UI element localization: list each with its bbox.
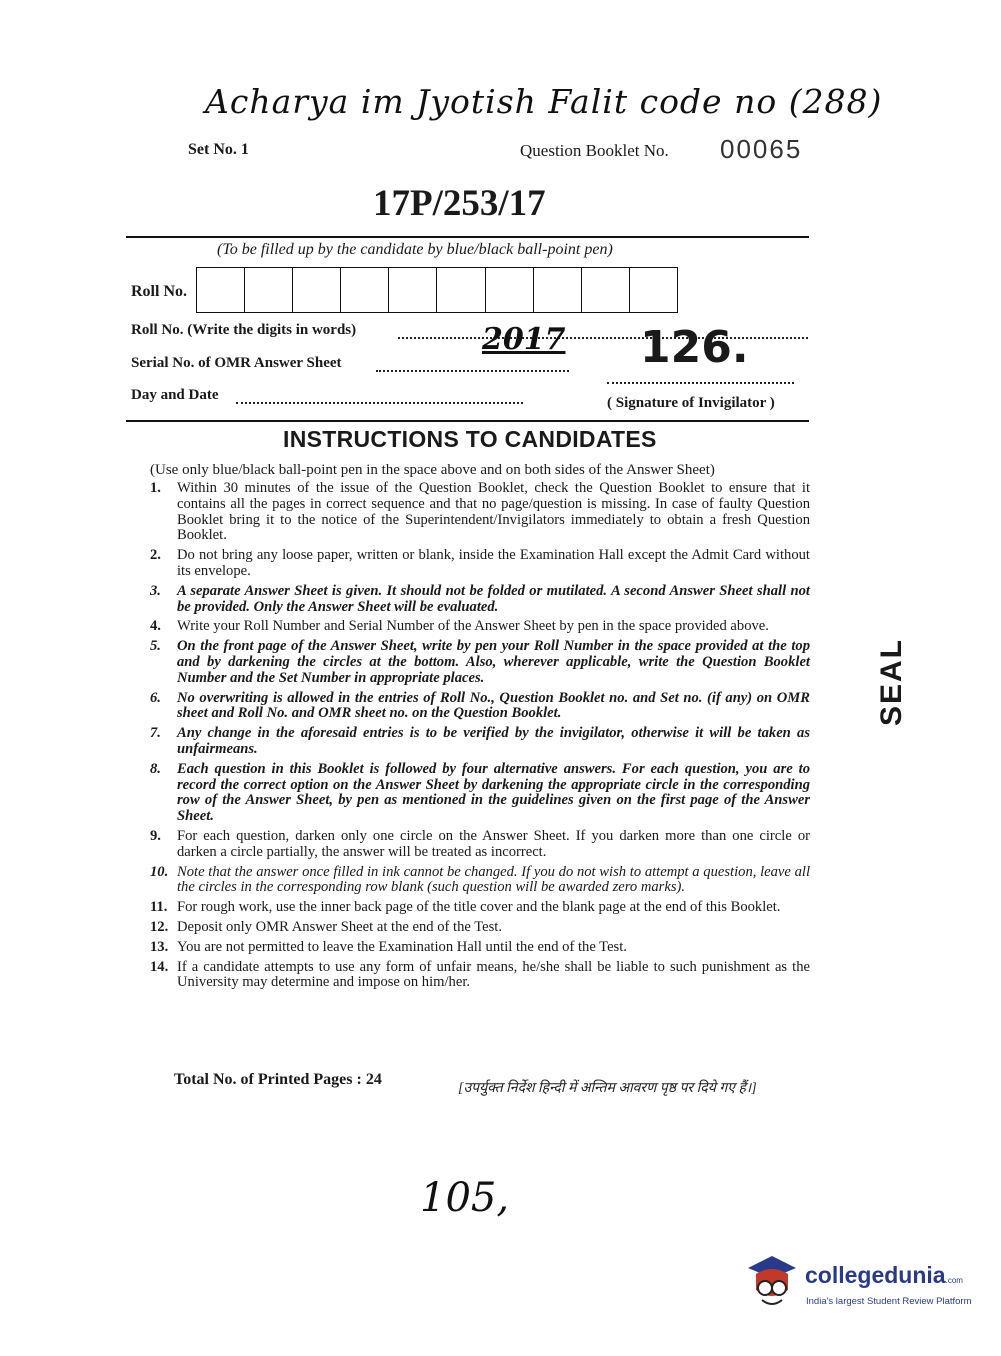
pen-usage-note: (Use only blue/black ball-point pen in the space above and on both sides of the Answer Sheet) [150,462,715,478]
brand-name: collegedunia [805,1262,946,1288]
instruction-number: 11. [150,899,168,916]
top-divider [126,236,809,238]
form-divider [126,420,809,422]
instruction-text: For each question, darken only one circle on the Answer Sheet. If you darken more than one circle or darken a circle partially, the answer will be treated as incorrect. [177,827,810,860]
roll-no-label: Roll No. [131,283,187,300]
instruction-text: You are not permitted to leave the Examination Hall until the end of the Test. [177,938,627,955]
instruction-item [150,639,810,686]
paper-code: 17P/253/17 [373,183,546,224]
instruction-number: 5. [150,638,161,655]
instruction-item [150,691,810,723]
instruction-text: For rough work, use the inner back page of the title cover and the blank page at the end of this Booklet. [177,899,781,916]
day-date-label: Day and Date [131,387,219,403]
collegedunia-logo-icon [742,1250,802,1312]
instruction-text: No overwriting is allowed in the entries of Roll No., Question Booklet no. and Set no. (if any) on OMR sheet and Roll No. and OMR sheet no. on the Question Booklet. [177,689,810,722]
instruction-number: 1. [150,480,161,496]
handwritten-serial: 126. [640,322,749,373]
roll-digit-box[interactable] [341,268,389,312]
signature-line[interactable] [607,382,794,384]
instruction-text: Each question in this Booklet is followed by four alternative answers. For each question, you are to record the correct option on the Answer Sheet by darkening the appropriate circle in the corresponding row of the Answer Sheet, by pen as mentioned in the guidelines given on the first page of the Answer Sheet. [177,760,810,825]
instruction-number: 6. [150,689,161,706]
instruction-item [150,619,810,635]
instruction-number: 4. [150,618,161,635]
instruction-text: If a candidate attempts to use any form of unfair means, he/she shall be liable to such punishment as the University may determine and impose on him/her. [177,958,810,991]
instruction-item [150,548,810,580]
roll-digit-box[interactable] [245,268,293,312]
seal-text: SEAL [875,638,908,727]
question-booklet-label: Question Booklet No. [520,141,669,160]
signature-label: ( Signature of Invigilator ) [607,395,775,411]
handwritten-title: Acharya im Jyotish Falit code no (288) [205,82,883,121]
instruction-item [150,920,810,936]
set-number: Set No. 1 [188,141,249,158]
collegedunia-tagline: India's largest Student Review Platform [806,1296,972,1307]
roll-digit-box[interactable] [630,268,677,312]
instructions-title: INSTRUCTIONS TO CANDIDATES [283,426,657,452]
instruction-number: 9. [150,827,161,844]
roll-words-label: Roll No. (Write the digits in words) [131,322,357,338]
instruction-number: 3. [150,582,161,599]
instruction-number: 12. [150,918,169,935]
roll-digit-box[interactable] [389,268,437,312]
roll-digit-box[interactable] [437,268,485,312]
roll-digit-box[interactable] [486,268,534,312]
instruction-item [150,940,810,956]
roll-no-boxes[interactable] [196,267,678,313]
day-date-line[interactable] [236,402,523,404]
question-booklet-number: 00065 [720,134,803,164]
roll-digit-box[interactable] [534,268,582,312]
instruction-item [150,481,810,544]
instruction-number: 14. [150,958,169,975]
instruction-text: Do not bring any loose paper, written or blank, inside the Examination Hall except the Admit Card without its envelope. [177,547,810,579]
instruction-text: Any change in the aforesaid entries is to be verified by the invigilator, otherwise it will be taken as unfairmeans. [177,725,810,757]
instruction-number: 7. [150,725,161,742]
instruction-text: On the front page of the Answer Sheet, write by pen your Roll Number in the space provided at the top and by darkening the circles at the bottom. Also, wherever applicable, write the Question Booklet Number and the Set Number in appropriate places. [177,638,810,686]
brand-suffix: .com [945,1276,963,1285]
instruction-text: Within 30 minutes of the issue of the Question Booklet, check the Question Booklet to ensure that it contains all the pages in correct sequence and that no page/question is missing. In case of faulty Question Booklet bring it to the notice of the Superintendent/Invigilators immediately to obtain a fresh Question Booklet. [177,480,810,544]
instruction-text: Deposit only OMR Answer Sheet at the end of the Test. [177,918,502,935]
instruction-item [150,726,810,758]
instruction-item [150,865,810,897]
instruction-item [150,900,810,916]
instruction-item [150,584,810,616]
instruction-text: A separate Answer Sheet is given. It should not be folded or mutilated. A second Answer Sheet shall not be provided. Only the Answer Sheet will be evaluated. [177,582,810,615]
total-pages: Total No. of Printed Pages : 24 [174,1071,382,1088]
instruction-number: 10. [150,863,169,880]
instruction-text: Note that the answer once filled in ink cannot be changed. If you do not wish to attempt a question, leave all the circles in the corresponding row blank (such question will be awarded zero marks). [177,863,810,896]
instruction-number: 2. [150,547,161,564]
fill-note: (To be filled up by the candidate by blue/black ball-point pen) [217,241,613,258]
omr-serial-line[interactable] [376,370,569,372]
instructions-list [150,481,810,995]
roll-digit-box[interactable] [293,268,341,312]
instruction-number: 13. [150,938,169,955]
seal-label [860,632,910,732]
instruction-number: 8. [150,760,161,777]
handwritten-bottom-number: 105, [420,1175,510,1221]
instruction-text: Write your Roll Number and Serial Number of the Answer Sheet by pen in the space provided above. [177,618,769,635]
instruction-item [150,829,810,861]
omr-serial-label: Serial No. of OMR Answer Sheet [131,355,342,371]
instruction-item [150,960,810,992]
roll-digit-box[interactable] [197,268,245,312]
handwritten-roll-words: 2017 [482,322,566,357]
hindi-note: [उपर्युक्त निर्देश हिन्दी में अन्तिम आवरण पृष्ठ पर दिये गए हैं।] [458,1081,757,1096]
instruction-item [150,762,810,825]
roll-digit-box[interactable] [582,268,630,312]
collegedunia-brand [805,1262,963,1289]
